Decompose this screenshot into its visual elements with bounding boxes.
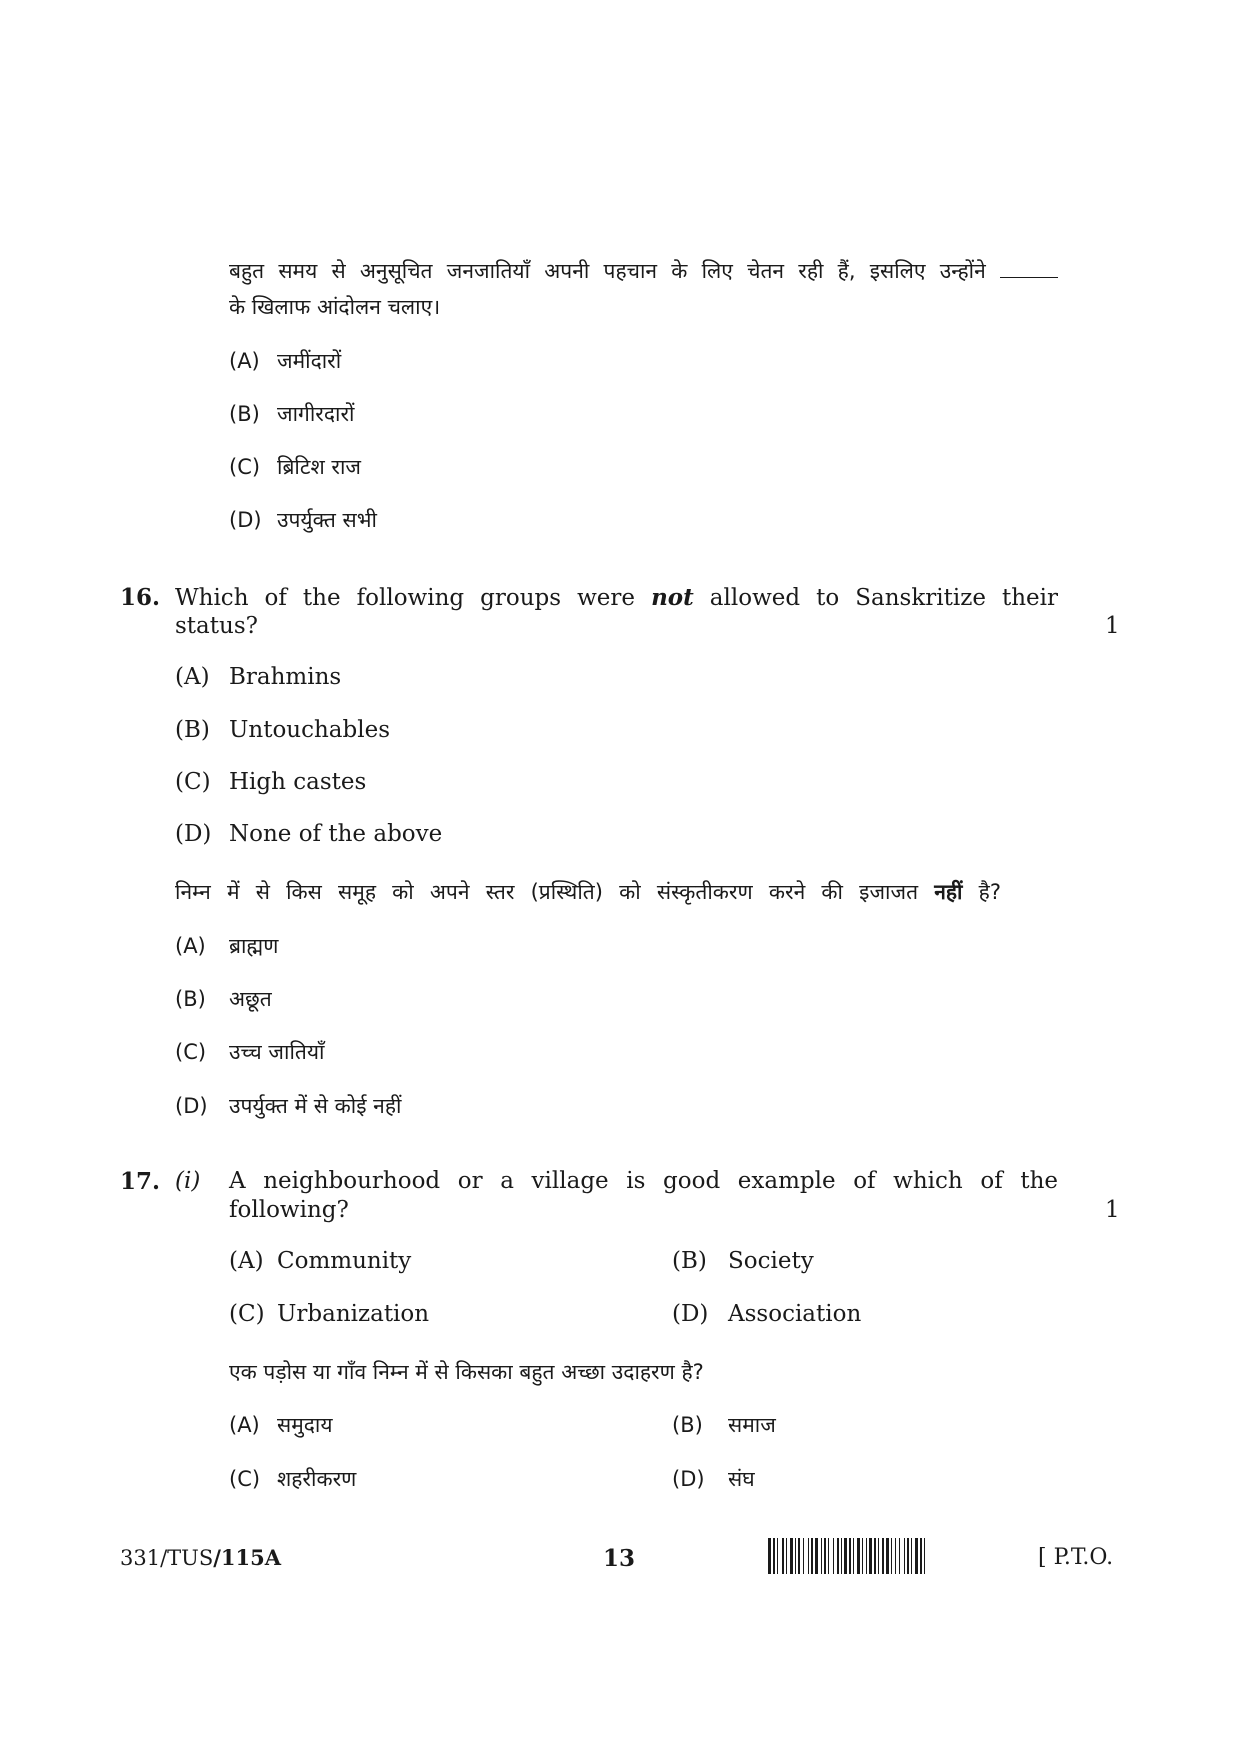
q17-hindi-option-b: (B) समाज: [672, 1413, 776, 1437]
question-17-number: 17.: [120, 1168, 161, 1195]
q16-option-c: (C) High castes: [175, 769, 367, 795]
barcode-bar: [878, 1538, 879, 1574]
question-17-part: (i): [175, 1168, 201, 1194]
barcode-bar: [891, 1538, 892, 1574]
barcode: [768, 1538, 1024, 1574]
barcode-bar: [882, 1538, 884, 1574]
question-17-text-line2: following?: [229, 1197, 349, 1223]
barcode-bar: [821, 1538, 822, 1574]
barcode-bar: [895, 1538, 896, 1574]
barcode-bar: [824, 1538, 826, 1574]
barcode-bar: [874, 1538, 876, 1574]
q17-hindi-option-c: (C) शहरीकरण: [229, 1467, 357, 1491]
barcode-bar: [907, 1538, 909, 1574]
barcode-bar: [768, 1538, 771, 1574]
barcode-bar: [798, 1538, 800, 1574]
barcode-bar: [773, 1538, 775, 1574]
page-number: 13: [603, 1545, 636, 1572]
q17-option-b: (B) Society: [672, 1248, 814, 1274]
pto-label: [ P.T.O.: [1038, 1545, 1114, 1570]
barcode-bar: [803, 1538, 804, 1574]
q16-hindi-option-c: (C) उच्च जातियाँ: [175, 1040, 325, 1064]
q17-hindi-option-a: (A) समुदाय: [229, 1413, 333, 1437]
prev-option-b: (B) जागीरदारों: [229, 402, 355, 426]
barcode-bar: [862, 1538, 863, 1574]
barcode-bar: [790, 1538, 793, 1574]
barcode-bar: [886, 1538, 889, 1574]
barcode-bar: [795, 1538, 796, 1574]
q16-hindi-option-a: (A) ब्राह्मण: [175, 934, 279, 958]
q16-option-b: (B) Untouchables: [175, 717, 390, 743]
q17-hindi-option-d: (D) संघ: [672, 1467, 755, 1491]
barcode-bar: [844, 1538, 847, 1574]
barcode-bar: [920, 1538, 922, 1574]
answer-blank: [1000, 276, 1058, 278]
question-17-marks: 1: [1105, 1197, 1120, 1223]
barcode-bar: [853, 1538, 854, 1574]
barcode-bar: [911, 1538, 912, 1574]
barcode-bar: [786, 1538, 787, 1574]
barcode-bar: [808, 1538, 809, 1574]
q17-option-d: (D) Association: [672, 1301, 862, 1327]
prev-question-hindi-line1: बहुत समय से अनुसूचित जनजातियाँ अपनी पहचान के लिए चेतन रही हैं, इसलिए उन्होंने: [229, 257, 1058, 285]
q16-hindi-option-b: (B) अछूत: [175, 987, 272, 1011]
question-16-text-line2: status?: [175, 613, 258, 639]
question-16-hindi: निम्न में से किस समूह को अपने स्तर (प्रस्थिति) को संस्कृतीकरण करने की इजाजत नहीं है?: [175, 880, 1001, 904]
barcode-bar: [915, 1538, 918, 1574]
barcode-bar: [837, 1538, 839, 1574]
question-16-text-line1: Which of the following groups were not allowed to Sanskritize their: [175, 584, 1059, 611]
barcode-bar: [899, 1538, 900, 1574]
barcode-bar: [924, 1538, 925, 1574]
barcode-bar: [904, 1538, 905, 1574]
q16-option-d: (D) None of the above: [175, 821, 443, 847]
question-16-marks: 1: [1105, 613, 1120, 639]
prev-option-c: (C) ब्रिटिश राज: [229, 455, 362, 479]
barcode-bar: [777, 1538, 778, 1574]
barcode-bar: [833, 1538, 834, 1574]
q17-option-c: (C) Urbanization: [229, 1301, 430, 1327]
question-17-text-line1: A neighbourhood or a village is good example of which of the: [229, 1168, 1058, 1194]
prev-option-d: (D) उपर्युक्त सभी: [229, 508, 377, 532]
q16-hindi-option-d: (D) उपर्युक्त में से कोई नहीं: [175, 1094, 402, 1118]
q17-option-a: (A) Community: [229, 1248, 412, 1274]
barcode-bar: [811, 1538, 813, 1574]
prev-option-a: (A) जमींदारों: [229, 349, 342, 373]
question-16-number: 16.: [120, 584, 161, 611]
barcode-bar: [849, 1538, 851, 1574]
barcode-bar: [828, 1538, 829, 1574]
barcode-bar: [782, 1538, 784, 1574]
barcode-bar: [841, 1538, 842, 1574]
barcode-bar: [869, 1538, 872, 1574]
q16-option-a: (A) Brahmins: [175, 664, 342, 690]
prev-question-hindi-line2: के खिलाफ आंदोलन चलाए।: [229, 295, 441, 319]
barcode-bar: [857, 1538, 860, 1574]
barcode-bar: [815, 1538, 818, 1574]
question-17-hindi: एक पड़ोस या गाँव निम्न में से किसका बहुत अच्छा उदाहरण है?: [229, 1360, 704, 1384]
barcode-bar: [866, 1538, 867, 1574]
paper-code: 331/TUS/115A: [120, 1545, 282, 1570]
